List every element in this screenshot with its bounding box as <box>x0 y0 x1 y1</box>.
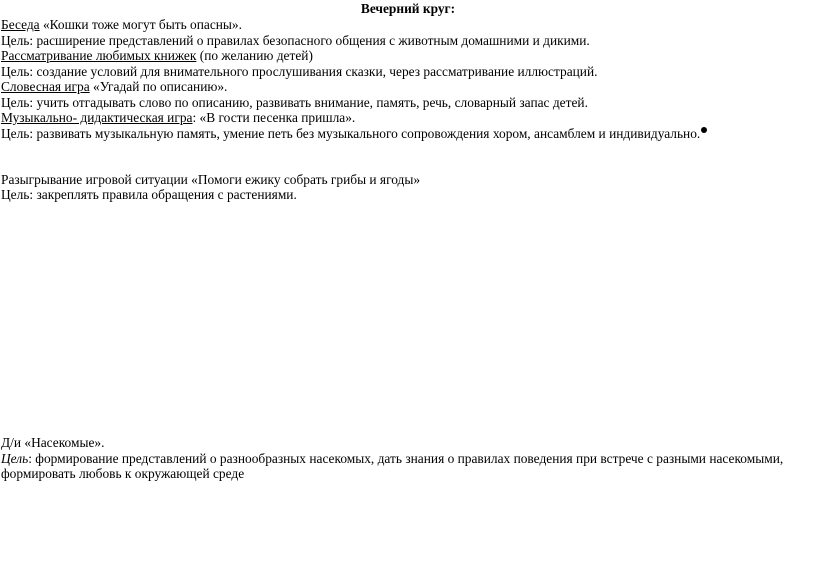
books-label: Рассматривание любимых книжек <box>1 48 197 63</box>
page-title <box>0 1 816 17</box>
books-text: (по желанию детей) <box>196 48 313 63</box>
word-game-line <box>1 79 227 95</box>
insects-goal-line <box>1 451 783 467</box>
books-goal: Цель: создание условий для внимательного прослушивания сказки, через рассматривание иллюстраций. <box>1 64 598 79</box>
beseda-line <box>1 17 242 33</box>
music-game-line <box>1 110 355 126</box>
music-game-goal: Цель: развивать музыкальную память, умение петь без музыкального сопровождения хором, ансамблем и индивидуально. <box>1 126 701 141</box>
music-game-text: : «В гости песенка пришла». <box>192 110 356 125</box>
books-line <box>1 48 313 64</box>
word-game-goal: Цель: учить отгадывать слово по описанию, развивать внимание, память, речь, словарный запас детей. <box>1 95 588 110</box>
situation-line: Разыгрывание игровой ситуации «Помоги ежику собрать грибы и ягоды» <box>1 172 421 187</box>
music-game-goal-line <box>1 126 707 142</box>
word-game-label: Словесная игра <box>1 79 90 94</box>
beseda-text: «Кошки тоже могут быть опасны». <box>39 17 242 32</box>
word-game-text: «Угадай по описанию». <box>89 79 228 94</box>
title-colon: : <box>450 1 456 16</box>
insects-goal-cont: формировать любовь к окружающей среде <box>1 466 245 481</box>
beseda-label: Беседа <box>1 17 40 32</box>
bullet-icon <box>701 127 707 133</box>
beseda-goal: Цель: расширение представлений о правилах безопасного общения с животным домашними и дикими. <box>1 33 590 48</box>
insects-goal-text: : формирование представлений о разнообразных насекомых, дать знания о правилах поведения при встрече с разными насекомыми, <box>28 451 784 466</box>
insects-line: Д/и «Насекомые». <box>1 435 105 450</box>
situation-goal: Цель: закреплять правила обращения с растениями. <box>1 187 297 202</box>
insects-goal-label: Цель <box>1 451 29 466</box>
title-text: Вечерний круг <box>360 1 451 16</box>
music-game-label: Музыкально- дидактическая игра <box>1 110 193 125</box>
